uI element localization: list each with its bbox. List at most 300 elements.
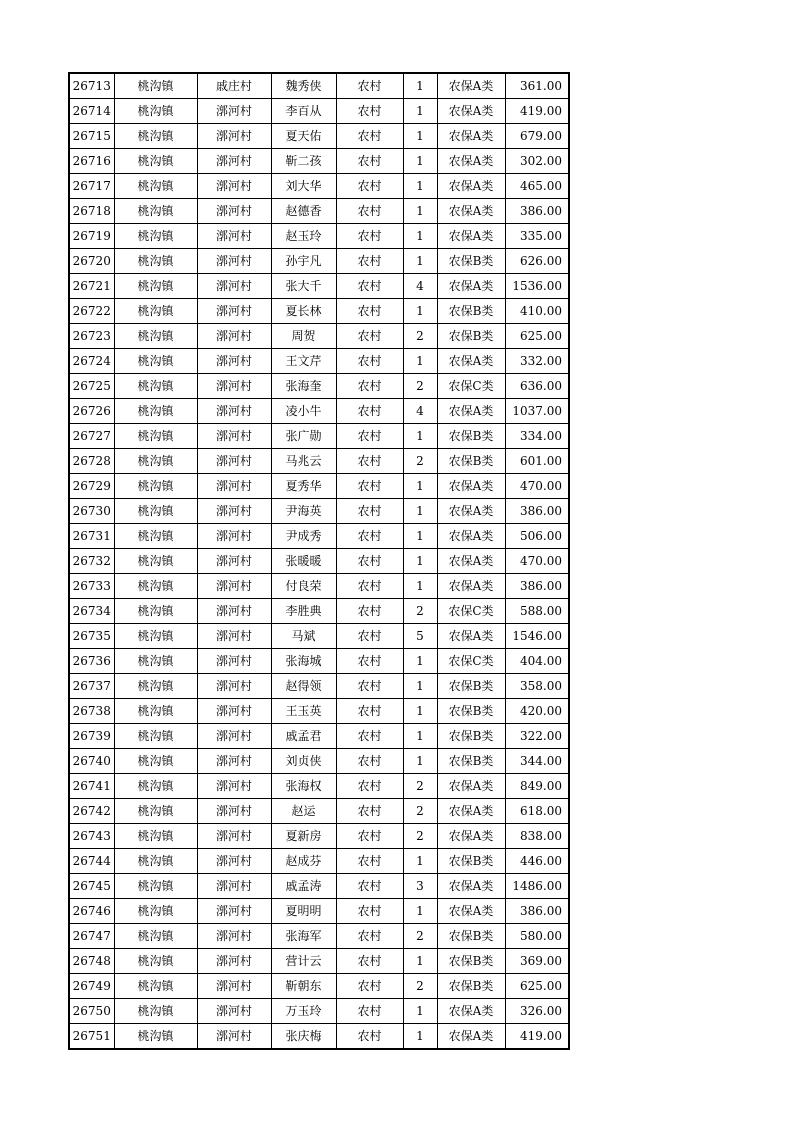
town-cell: 桃沟镇: [114, 874, 197, 899]
name-cell: 戚孟涛: [271, 874, 336, 899]
amount-cell: 625.00: [505, 324, 569, 349]
category-cell: 农保A类: [437, 624, 505, 649]
amount-cell: 419.00: [505, 1024, 569, 1050]
persons-cell: 1: [403, 73, 437, 99]
table-row: [69, 299, 569, 324]
category-cell: 农保A类: [437, 399, 505, 424]
record-id-cell: 26734: [69, 599, 114, 624]
category-cell: 农保C类: [437, 649, 505, 674]
persons-cell: 1: [403, 949, 437, 974]
name-cell: 赵玉玲: [271, 224, 336, 249]
town-cell: 桃沟镇: [114, 73, 197, 99]
household-type-cell: 农村: [336, 474, 403, 499]
town-cell: 桃沟镇: [114, 249, 197, 274]
category-cell: 农保A类: [437, 1024, 505, 1050]
table-row: [69, 73, 569, 99]
record-id-cell: 26742: [69, 799, 114, 824]
household-type-cell: 农村: [336, 849, 403, 874]
town-cell: 桃沟镇: [114, 299, 197, 324]
record-id-cell: 26719: [69, 224, 114, 249]
persons-cell: 1: [403, 999, 437, 1024]
record-id-cell: 26731: [69, 524, 114, 549]
household-type-cell: 农村: [336, 649, 403, 674]
household-type-cell: 农村: [336, 449, 403, 474]
town-cell: 桃沟镇: [114, 799, 197, 824]
persons-cell: 1: [403, 524, 437, 549]
household-type-cell: 农村: [336, 674, 403, 699]
persons-cell: 4: [403, 274, 437, 299]
table-row: [69, 524, 569, 549]
category-cell: 农保A类: [437, 574, 505, 599]
name-cell: 李百从: [271, 99, 336, 124]
name-cell: 张海奎: [271, 374, 336, 399]
persons-cell: 2: [403, 374, 437, 399]
persons-cell: 1: [403, 899, 437, 924]
persons-cell: 2: [403, 824, 437, 849]
village-cell: 漷河村: [197, 274, 271, 299]
household-type-cell: 农村: [336, 924, 403, 949]
name-cell: 付良荣: [271, 574, 336, 599]
name-cell: 夏新房: [271, 824, 336, 849]
household-type-cell: 农村: [336, 73, 403, 99]
name-cell: 张大千: [271, 274, 336, 299]
record-id-cell: 26714: [69, 99, 114, 124]
name-cell: 孙宇凡: [271, 249, 336, 274]
household-type-cell: 农村: [336, 699, 403, 724]
household-type-cell: 农村: [336, 949, 403, 974]
table-row: [69, 424, 569, 449]
persons-cell: 2: [403, 924, 437, 949]
table-row: [69, 149, 569, 174]
name-cell: 魏秀侠: [271, 73, 336, 99]
town-cell: 桃沟镇: [114, 1024, 197, 1050]
category-cell: 农保B类: [437, 699, 505, 724]
town-cell: 桃沟镇: [114, 499, 197, 524]
table-row: [69, 199, 569, 224]
table-row: [69, 624, 569, 649]
record-id-cell: 26727: [69, 424, 114, 449]
household-type-cell: 农村: [336, 524, 403, 549]
town-cell: 桃沟镇: [114, 749, 197, 774]
category-cell: 农保C类: [437, 599, 505, 624]
record-id-cell: 26720: [69, 249, 114, 274]
category-cell: 农保A类: [437, 124, 505, 149]
village-cell: 漷河村: [197, 924, 271, 949]
amount-cell: 679.00: [505, 124, 569, 149]
name-cell: 营计云: [271, 949, 336, 974]
amount-cell: 470.00: [505, 549, 569, 574]
household-type-cell: 农村: [336, 274, 403, 299]
amount-cell: 419.00: [505, 99, 569, 124]
record-id-cell: 26747: [69, 924, 114, 949]
persons-cell: 1: [403, 574, 437, 599]
name-cell: 李胜典: [271, 599, 336, 624]
table-row: [69, 699, 569, 724]
name-cell: 张广勋: [271, 424, 336, 449]
village-cell: 漷河村: [197, 874, 271, 899]
table-row: [69, 924, 569, 949]
record-id-cell: 26737: [69, 674, 114, 699]
village-cell: 漷河村: [197, 149, 271, 174]
table-row: [69, 124, 569, 149]
table-row: [69, 649, 569, 674]
record-id-cell: 26745: [69, 874, 114, 899]
category-cell: 农保A类: [437, 874, 505, 899]
table-row: [69, 774, 569, 799]
category-cell: 农保A类: [437, 824, 505, 849]
name-cell: 张暖暖: [271, 549, 336, 574]
amount-cell: 334.00: [505, 424, 569, 449]
town-cell: 桃沟镇: [114, 849, 197, 874]
record-id-cell: 26715: [69, 124, 114, 149]
name-cell: 赵得领: [271, 674, 336, 699]
name-cell: 马兆云: [271, 449, 336, 474]
village-cell: 漷河村: [197, 599, 271, 624]
record-id-cell: 26725: [69, 374, 114, 399]
town-cell: 桃沟镇: [114, 524, 197, 549]
table-row: [69, 849, 569, 874]
town-cell: 桃沟镇: [114, 149, 197, 174]
record-id-cell: 26746: [69, 899, 114, 924]
table-row: [69, 249, 569, 274]
household-type-cell: 农村: [336, 399, 403, 424]
category-cell: 农保A类: [437, 274, 505, 299]
table-row: [69, 749, 569, 774]
village-cell: 漷河村: [197, 99, 271, 124]
amount-cell: 361.00: [505, 73, 569, 99]
category-cell: 农保B类: [437, 674, 505, 699]
village-cell: 漷河村: [197, 624, 271, 649]
persons-cell: 5: [403, 624, 437, 649]
name-cell: 张庆梅: [271, 1024, 336, 1050]
household-type-cell: 农村: [336, 574, 403, 599]
amount-cell: 465.00: [505, 174, 569, 199]
amount-cell: 386.00: [505, 199, 569, 224]
town-cell: 桃沟镇: [114, 474, 197, 499]
table-row: [69, 1024, 569, 1050]
category-cell: 农保B类: [437, 724, 505, 749]
category-cell: 农保B类: [437, 249, 505, 274]
amount-cell: 838.00: [505, 824, 569, 849]
table-row: [69, 799, 569, 824]
village-cell: 漷河村: [197, 424, 271, 449]
persons-cell: 2: [403, 449, 437, 474]
household-type-cell: 农村: [336, 499, 403, 524]
table-body: [69, 73, 569, 1049]
category-cell: 农保A类: [437, 524, 505, 549]
table-row: [69, 949, 569, 974]
name-cell: 夏秀华: [271, 474, 336, 499]
record-id-cell: 26732: [69, 549, 114, 574]
name-cell: 尹海英: [271, 499, 336, 524]
name-cell: 凌小牛: [271, 399, 336, 424]
persons-cell: 2: [403, 974, 437, 999]
table-row: [69, 324, 569, 349]
persons-cell: 1: [403, 474, 437, 499]
amount-cell: 1536.00: [505, 274, 569, 299]
village-cell: 漷河村: [197, 674, 271, 699]
record-id-cell: 26722: [69, 299, 114, 324]
household-type-cell: 农村: [336, 99, 403, 124]
village-cell: 戚庄村: [197, 73, 271, 99]
village-cell: 漷河村: [197, 124, 271, 149]
persons-cell: 1: [403, 849, 437, 874]
amount-cell: 588.00: [505, 599, 569, 624]
record-id-cell: 26735: [69, 624, 114, 649]
amount-cell: 420.00: [505, 699, 569, 724]
table-row: [69, 999, 569, 1024]
category-cell: 农保B类: [437, 424, 505, 449]
town-cell: 桃沟镇: [114, 449, 197, 474]
village-cell: 漷河村: [197, 224, 271, 249]
category-cell: 农保B类: [437, 324, 505, 349]
record-id-cell: 26726: [69, 399, 114, 424]
name-cell: 万玉玲: [271, 999, 336, 1024]
table-row: [69, 99, 569, 124]
household-type-cell: 农村: [336, 749, 403, 774]
household-type-cell: 农村: [336, 299, 403, 324]
table-row: [69, 399, 569, 424]
table-row: [69, 599, 569, 624]
town-cell: 桃沟镇: [114, 324, 197, 349]
village-cell: 漷河村: [197, 499, 271, 524]
village-cell: 漷河村: [197, 649, 271, 674]
table-row: [69, 824, 569, 849]
village-cell: 漷河村: [197, 749, 271, 774]
record-id-cell: 26730: [69, 499, 114, 524]
town-cell: 桃沟镇: [114, 174, 197, 199]
table-row: [69, 174, 569, 199]
record-id-cell: 26733: [69, 574, 114, 599]
village-cell: 漷河村: [197, 524, 271, 549]
amount-cell: 849.00: [505, 774, 569, 799]
amount-cell: 410.00: [505, 299, 569, 324]
household-type-cell: 农村: [336, 249, 403, 274]
table-row: [69, 899, 569, 924]
persons-cell: 1: [403, 199, 437, 224]
name-cell: 赵成芬: [271, 849, 336, 874]
village-cell: 漷河村: [197, 474, 271, 499]
persons-cell: 2: [403, 799, 437, 824]
village-cell: 漷河村: [197, 349, 271, 374]
record-id-cell: 26736: [69, 649, 114, 674]
name-cell: 刘大华: [271, 174, 336, 199]
name-cell: 刘贞侠: [271, 749, 336, 774]
town-cell: 桃沟镇: [114, 674, 197, 699]
town-cell: 桃沟镇: [114, 99, 197, 124]
village-cell: 漷河村: [197, 574, 271, 599]
category-cell: 农保A类: [437, 174, 505, 199]
amount-cell: 386.00: [505, 899, 569, 924]
name-cell: 张海军: [271, 924, 336, 949]
persons-cell: 1: [403, 499, 437, 524]
name-cell: 周贺: [271, 324, 336, 349]
category-cell: 农保B类: [437, 924, 505, 949]
town-cell: 桃沟镇: [114, 349, 197, 374]
name-cell: 尹成秀: [271, 524, 336, 549]
village-cell: 漷河村: [197, 374, 271, 399]
village-cell: 漷河村: [197, 699, 271, 724]
table-row: [69, 224, 569, 249]
household-type-cell: 农村: [336, 799, 403, 824]
amount-cell: 446.00: [505, 849, 569, 874]
category-cell: 农保A类: [437, 999, 505, 1024]
household-type-cell: 农村: [336, 549, 403, 574]
household-type-cell: 农村: [336, 124, 403, 149]
roster-table: [68, 72, 570, 1050]
village-cell: 漷河村: [197, 1024, 271, 1050]
town-cell: 桃沟镇: [114, 624, 197, 649]
record-id-cell: 26729: [69, 474, 114, 499]
persons-cell: 3: [403, 874, 437, 899]
town-cell: 桃沟镇: [114, 724, 197, 749]
table-row: [69, 724, 569, 749]
town-cell: 桃沟镇: [114, 199, 197, 224]
town-cell: 桃沟镇: [114, 999, 197, 1024]
category-cell: 农保A类: [437, 99, 505, 124]
category-cell: 农保A类: [437, 474, 505, 499]
town-cell: 桃沟镇: [114, 424, 197, 449]
record-id-cell: 26741: [69, 774, 114, 799]
village-cell: 漷河村: [197, 249, 271, 274]
persons-cell: 1: [403, 424, 437, 449]
household-type-cell: 农村: [336, 174, 403, 199]
persons-cell: 1: [403, 749, 437, 774]
category-cell: 农保B类: [437, 974, 505, 999]
persons-cell: 1: [403, 224, 437, 249]
amount-cell: 344.00: [505, 749, 569, 774]
amount-cell: 302.00: [505, 149, 569, 174]
name-cell: 王玉英: [271, 699, 336, 724]
village-cell: 漷河村: [197, 399, 271, 424]
category-cell: 农保A类: [437, 799, 505, 824]
amount-cell: 1486.00: [505, 874, 569, 899]
name-cell: 张海权: [271, 774, 336, 799]
town-cell: 桃沟镇: [114, 224, 197, 249]
table-row: [69, 449, 569, 474]
town-cell: 桃沟镇: [114, 699, 197, 724]
amount-cell: 625.00: [505, 974, 569, 999]
household-type-cell: 农村: [336, 874, 403, 899]
table-row: [69, 274, 569, 299]
name-cell: 王文芹: [271, 349, 336, 374]
village-cell: 漷河村: [197, 799, 271, 824]
name-cell: 靳二孩: [271, 149, 336, 174]
amount-cell: 1546.00: [505, 624, 569, 649]
amount-cell: 369.00: [505, 949, 569, 974]
household-type-cell: 农村: [336, 349, 403, 374]
category-cell: 农保A类: [437, 199, 505, 224]
village-cell: 漷河村: [197, 324, 271, 349]
household-type-cell: 农村: [336, 974, 403, 999]
category-cell: 农保B类: [437, 949, 505, 974]
table-row: [69, 574, 569, 599]
name-cell: 靳朝东: [271, 974, 336, 999]
table-row: [69, 374, 569, 399]
category-cell: 农保A类: [437, 549, 505, 574]
amount-cell: 470.00: [505, 474, 569, 499]
village-cell: 漷河村: [197, 724, 271, 749]
name-cell: 赵德香: [271, 199, 336, 224]
category-cell: 农保A类: [437, 349, 505, 374]
record-id-cell: 26716: [69, 149, 114, 174]
town-cell: 桃沟镇: [114, 949, 197, 974]
table-row: [69, 549, 569, 574]
household-type-cell: 农村: [336, 424, 403, 449]
persons-cell: 1: [403, 124, 437, 149]
amount-cell: 332.00: [505, 349, 569, 374]
town-cell: 桃沟镇: [114, 399, 197, 424]
amount-cell: 404.00: [505, 649, 569, 674]
town-cell: 桃沟镇: [114, 599, 197, 624]
town-cell: 桃沟镇: [114, 924, 197, 949]
amount-cell: 506.00: [505, 524, 569, 549]
name-cell: 戚孟君: [271, 724, 336, 749]
name-cell: 马斌: [271, 624, 336, 649]
persons-cell: 1: [403, 674, 437, 699]
table-row: [69, 499, 569, 524]
persons-cell: 1: [403, 699, 437, 724]
category-cell: 农保B类: [437, 749, 505, 774]
category-cell: 农保A类: [437, 224, 505, 249]
name-cell: 夏明明: [271, 899, 336, 924]
amount-cell: 335.00: [505, 224, 569, 249]
table-row: [69, 874, 569, 899]
category-cell: 农保B类: [437, 299, 505, 324]
persons-cell: 1: [403, 649, 437, 674]
name-cell: 张海城: [271, 649, 336, 674]
village-cell: 漷河村: [197, 949, 271, 974]
persons-cell: 1: [403, 299, 437, 324]
category-cell: 农保C类: [437, 374, 505, 399]
table-row: [69, 349, 569, 374]
persons-cell: 1: [403, 149, 437, 174]
record-id-cell: 26744: [69, 849, 114, 874]
amount-cell: 636.00: [505, 374, 569, 399]
amount-cell: 1037.00: [505, 399, 569, 424]
persons-cell: 1: [403, 549, 437, 574]
town-cell: 桃沟镇: [114, 649, 197, 674]
category-cell: 农保A类: [437, 499, 505, 524]
town-cell: 桃沟镇: [114, 974, 197, 999]
record-id-cell: 26739: [69, 724, 114, 749]
amount-cell: 580.00: [505, 924, 569, 949]
category-cell: 农保B类: [437, 449, 505, 474]
persons-cell: 2: [403, 774, 437, 799]
record-id-cell: 26751: [69, 1024, 114, 1050]
household-type-cell: 农村: [336, 199, 403, 224]
table-row: [69, 474, 569, 499]
category-cell: 农保A类: [437, 774, 505, 799]
town-cell: 桃沟镇: [114, 274, 197, 299]
record-id-cell: 26721: [69, 274, 114, 299]
category-cell: 农保A类: [437, 899, 505, 924]
persons-cell: 2: [403, 599, 437, 624]
record-id-cell: 26749: [69, 974, 114, 999]
village-cell: 漷河村: [197, 849, 271, 874]
household-type-cell: 农村: [336, 324, 403, 349]
household-type-cell: 农村: [336, 824, 403, 849]
persons-cell: 1: [403, 249, 437, 274]
category-cell: 农保A类: [437, 73, 505, 99]
village-cell: 漷河村: [197, 299, 271, 324]
village-cell: 漷河村: [197, 549, 271, 574]
household-type-cell: 农村: [336, 224, 403, 249]
persons-cell: 2: [403, 324, 437, 349]
town-cell: 桃沟镇: [114, 374, 197, 399]
household-type-cell: 农村: [336, 374, 403, 399]
town-cell: 桃沟镇: [114, 774, 197, 799]
